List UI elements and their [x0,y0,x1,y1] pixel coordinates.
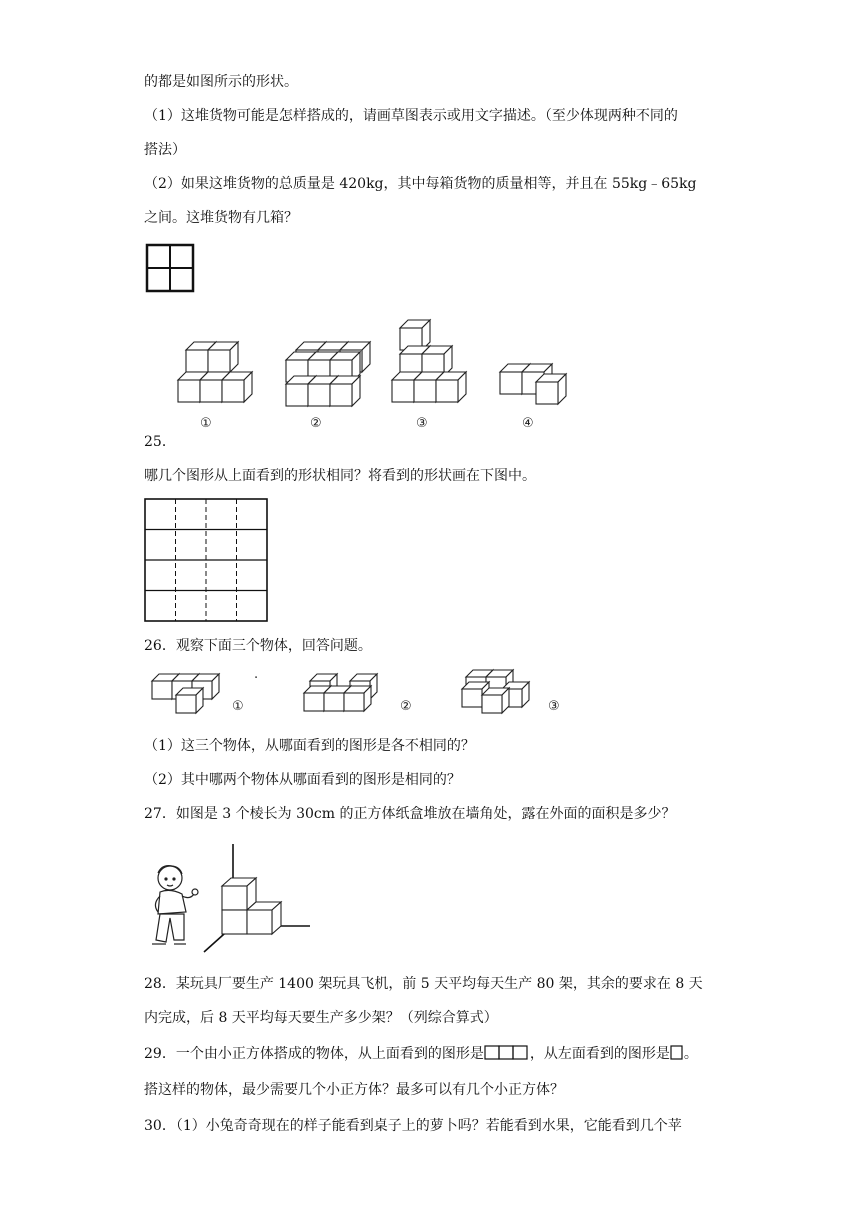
object-label-2: ② [400,699,412,714]
child-illustration [152,866,198,944]
text-line: 之间。这堆货物有几箱？ [144,210,298,226]
stack-3 [392,320,466,402]
text-line: 的都是如图所示的形状。 [144,74,298,90]
q24-part2: （2）如果这堆货物的总质量是 420kg，其中每箱货物的质量相等，并且在 55kg﹣65kg [144,176,697,192]
question-29-line2: 搭这样的物体，最少需要几个小正方体？最多可以有几个小正方体？ [144,1082,564,1098]
left-view-one-square-icon [670,1045,684,1061]
q24-part1: （1）这堆货物可能是怎样搭成的，请画草图表示或用文字描述。（至少体现两种不同的 [144,108,678,124]
top-view-square-figure [146,244,196,294]
stack-2 [286,342,370,406]
question-26-part2: （2）其中哪两个物体从哪面看到的图形是相同的？ [144,772,461,788]
stack-label-4: ④ [522,416,534,431]
object-2 [304,674,377,711]
object-3 [462,670,529,713]
stack-label-2: ② [310,416,322,431]
question-28-line2: 内完成，后 8 天平均每天要生产多少架？（列综合算式） [144,1010,498,1026]
top-view-three-squares-icon [484,1045,530,1061]
q27-corner-cubes-figure [146,840,316,956]
question-26-part1: （1）这三个物体，从哪面看到的图形是各不相同的？ [144,738,475,754]
q26-objects-figure [150,668,580,720]
question-29-line1 [144,1044,698,1064]
q29-text-c: 。 [683,1046,698,1062]
object-label-1: ① [232,699,244,714]
stack-1 [178,342,252,402]
stray-dot: · [254,671,259,686]
question-25-text: 哪几个图形从上面看到的形状相同？将看到的形状画在下图中。 [144,468,536,484]
text-line: 搭法） [144,142,186,158]
stack-label-3: ③ [416,416,428,431]
q29-text-a: 29．一个由小正方体搭成的物体，从上面看到的图形是 [144,1046,484,1062]
object-label-3: ③ [548,699,560,714]
object-1 [152,674,219,713]
q29-text-b: ，从左面看到的图形是 [529,1046,670,1062]
stack-label-1: ① [200,416,212,431]
question-25-number: 25． [144,434,176,450]
q25-cube-stacks-figure [160,320,580,435]
corner-cubes [222,878,281,934]
question-27-text: 27．如图是 3 个棱长为 30cm 的正方体纸盒堆放在墙角处，露在外面的面积是多少？ [144,806,676,822]
stack-4 [500,364,566,404]
q25-answer-grid [144,498,270,624]
question-26-text: 26．观察下面三个物体，回答问题。 [144,638,372,654]
question-30-line1: 30．（1）小兔奇奇现在的样子能看到桌子上的萝卜吗？若能看到水果，它能看到几个苹 [144,1118,682,1134]
question-28-line1: 28．某玩具厂要生产 1400 架玩具飞机，前 5 天平均每天生产 80 架，其余的要求在 8 天 [144,976,703,992]
